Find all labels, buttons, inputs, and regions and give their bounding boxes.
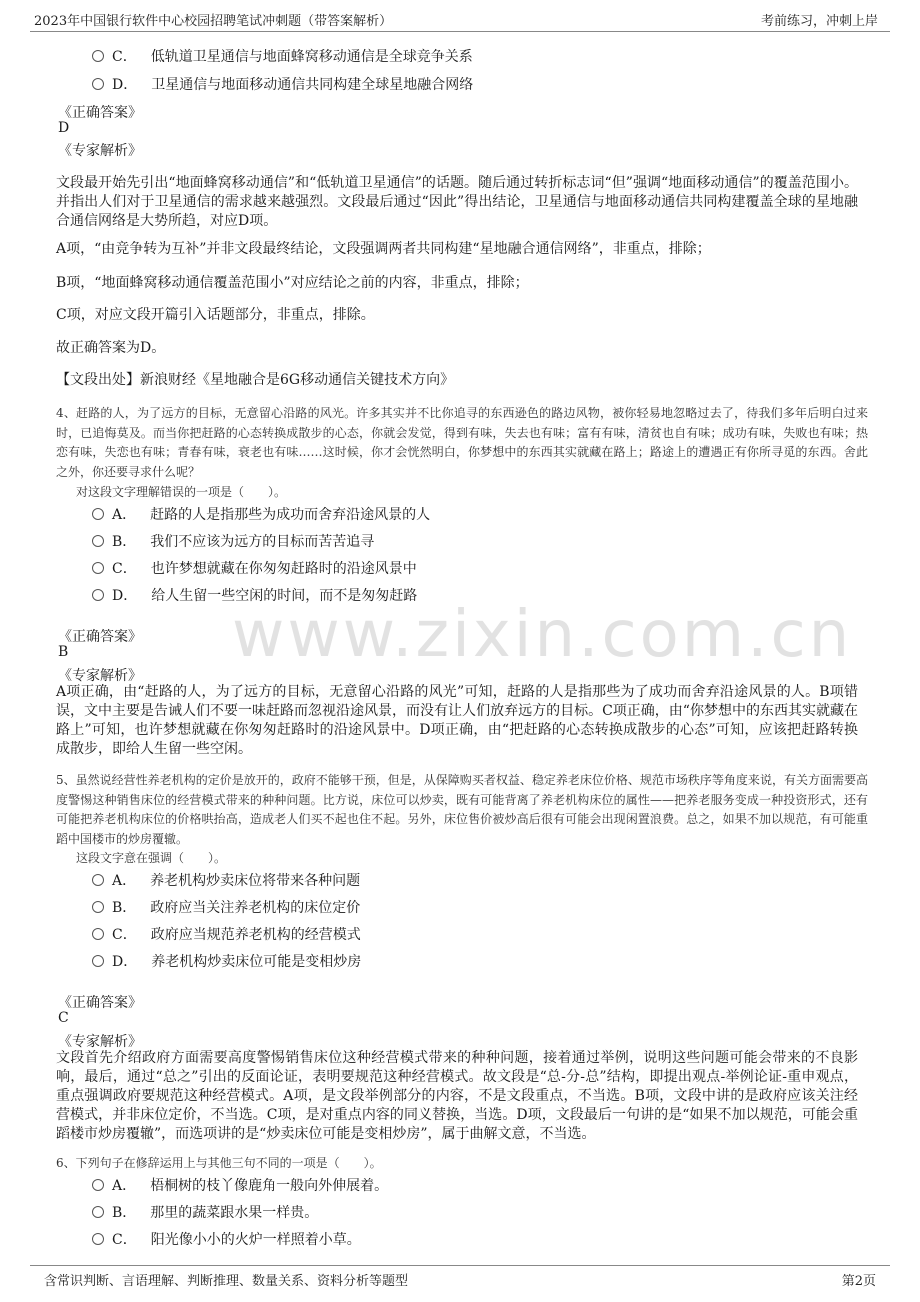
question-4-text: 4、赶路的人，为了远方的目标，无意留心沿路的风光。许多其实并不比你追寻的东西逊色的路边风物，被你轻易地忽略过去了，待我们多年后明白过来时，已追悔莫及。而当你把赶路的心态转换成散步的心态，你就会发觉，得到有味，失去也有味；富有有味，清贫也自有味；成功有味，失败也有味；热恋有味，失恋也有味；青春有味，衰老也有味……这时候，你才会恍然明白，你梦想中的东西其实就藏在路上；路途上的遭遇正有你所寻觅的东西。舍此之外，你还要寻求什么呢？ (56, 406, 868, 479)
question-4-analysis: A项正确，由“赶路的人，为了远方的目标，无意留心沿路的风光”可知，赶路的人是指那些为了成功而舍弃沿途风景的人。B项错误，文中主要是告诫人们不要一味赶路而忽视沿途风景，而没有让人们放弃远方的目标。C项正确，由“你梦想中的东西其实就藏在路上”可知，也许梦想就藏在你匆匆赶路时的沿途风景中。D项正确，由“把赶路的心态转换成散步的心态”可知，应该把赶路转换成散步，即给人生留一些空闲。 (56, 684, 858, 757)
analysis-paragraph: A项，“由竞争转为互补”并非文段最终结论，文段强调两者共同构建“星地融合通信网络”，非重点，排除； (56, 241, 711, 257)
answer-label: 《正确答案》 (58, 995, 142, 1011)
option-letter: C． (112, 561, 137, 577)
question-5-option-d[interactable] (92, 951, 361, 971)
option-text: 给人生留一些空闲的时间，而不是匆匆赶路 (151, 588, 418, 604)
option-letter: C． (112, 1232, 137, 1248)
radio-icon[interactable] (92, 928, 104, 940)
option-text: 养老机构炒卖床位可能是变相炒房 (151, 954, 362, 970)
option-text: 养老机构炒卖床位将带来各种问题 (150, 873, 361, 889)
analysis-label: 《专家解析》 (58, 1034, 142, 1050)
analysis-label: 《专家解析》 (58, 143, 142, 159)
question-6-option-a[interactable] (92, 1175, 388, 1195)
document-title: 2023年中国银行软件中心校园招聘笔试冲刺题（带答案解析） (34, 14, 393, 29)
radio-icon[interactable] (92, 901, 104, 913)
option-text: 我们不应该为远方的目标而苦苦追寻 (150, 534, 375, 550)
question-5-option-b[interactable] (92, 897, 360, 917)
question-6-option-b[interactable] (92, 1202, 318, 1222)
option-letter: A． (112, 507, 137, 523)
answer-value: D (58, 120, 70, 136)
option-letter: A． (112, 873, 137, 889)
option-letter: B． (112, 1205, 137, 1221)
radio-icon[interactable] (92, 1179, 104, 1191)
radio-icon[interactable] (92, 78, 104, 90)
question-5-stem: 这段文字意在强调（ ）。 (76, 851, 227, 865)
option-letter: D． (112, 588, 138, 604)
option-text: 那里的蔬菜跟水果一样贵。 (150, 1205, 319, 1221)
header-divider (30, 31, 890, 32)
analysis-paragraph: 故正确答案为D。 (56, 340, 166, 356)
footer-divider (30, 1265, 890, 1266)
question-5-text: 5、虽然说经营性养老机构的定价是放开的，政府不能够干预，但是，从保障购买者权益、稳定养老床位价格、规范市场秩序等角度来说，有关方面需要高度警惕这种销售床位的经营模式带来的种种问题。比方说，床位可以炒卖，既有可能背离了养老机构床位的属性——把养老服务变成一种投资形式，还有可能把养老机构床位的价格哄抬高，造成老人们买不起也住不起。另外，床位售价被炒高后很有可能会出现闲置浪费。总之，如果不加以规范，有可能重蹈中国楼市的炒房覆辙。 (56, 773, 868, 846)
question-4-option-b[interactable] (92, 531, 374, 551)
radio-icon[interactable] (92, 1206, 104, 1218)
analysis-label: 《专家解析》 (58, 668, 142, 684)
page-number: 第2页 (841, 1274, 876, 1289)
answer-value: C (58, 1010, 69, 1026)
option-c[interactable] (92, 46, 473, 66)
question-4-stem: 对这段文字理解错误的一项是（ ）。 (76, 485, 287, 499)
option-letter: B． (112, 534, 137, 550)
option-text: 政府应当规范养老机构的经营模式 (150, 927, 361, 943)
option-letter: A． (112, 1178, 137, 1194)
question-5-option-c[interactable] (92, 924, 361, 944)
radio-icon[interactable] (92, 874, 104, 886)
option-text: 阳光像小小的火炉一样照着小草。 (150, 1232, 361, 1248)
answer-label: 《正确答案》 (58, 105, 142, 121)
radio-icon[interactable] (92, 535, 104, 547)
option-text: 也许梦想就藏在你匆匆赶路时的沿途风景中 (150, 561, 417, 577)
option-text: 低轨道卫星通信与地面蜂窝移动通信是全球竞争关系 (150, 49, 473, 65)
option-text: 卫星通信与地面移动通信共同构建全球星地融合网络 (151, 77, 474, 93)
analysis-paragraph: C项，对应文段开篇引入话题部分，非重点，排除。 (56, 307, 375, 323)
option-letter: B． (112, 900, 137, 916)
analysis-paragraph: 文段最开始先引出“地面蜂窝移动通信”和“低轨道卫星通信”的话题。随后通过转折标志词“但”强调“地面移动通信”的覆盖范围小。并指出人们对于卫星通信的需求越来越强烈。文段最后通过“因此”得出结论，卫星通信与地面移动通信共同构建覆盖全球的星地融合通信网络是大势所趋，对应D项。 (56, 175, 858, 229)
radio-icon[interactable] (92, 562, 104, 574)
analysis-paragraph: B项，“地面蜂窝移动通信覆盖范围小”对应结论之前的内容，非重点，排除； (56, 275, 529, 291)
option-text: 梧桐树的枝丫像鹿角一般向外伸展着。 (150, 1178, 389, 1194)
option-letter: D． (112, 77, 138, 93)
footer-categories: 含常识判断、言语理解、判断推理、数量关系、资料分析等题型 (44, 1274, 409, 1289)
option-letter: C． (112, 927, 137, 943)
option-letter: C． (112, 49, 137, 65)
page-header (0, 0, 920, 32)
question-6-option-c[interactable] (92, 1229, 361, 1249)
option-d[interactable] (92, 74, 473, 94)
answer-label: 《正确答案》 (58, 629, 142, 645)
question-4-option-a[interactable] (92, 504, 430, 524)
question-4-option-c[interactable] (92, 558, 417, 578)
question-4-option-d[interactable] (92, 585, 417, 605)
question-5-option-a[interactable] (92, 870, 360, 890)
question-6-text: 6、下列句子在修辞运用上与其他三句不同的一项是（ ）。 (56, 1156, 382, 1170)
header-slogan: 考前练习，冲刺上岸 (760, 14, 878, 29)
option-text: 政府应当关注养老机构的床位定价 (150, 900, 361, 916)
radio-icon[interactable] (92, 1233, 104, 1245)
watermark: www.zixin.com.cn (232, 598, 853, 672)
answer-value: B (58, 644, 69, 660)
radio-icon[interactable] (92, 955, 104, 967)
radio-icon[interactable] (92, 50, 104, 62)
option-letter: D． (112, 954, 138, 970)
radio-icon[interactable] (92, 508, 104, 520)
option-text: 赶路的人是指那些为成功而舍弃沿途风景的人 (150, 507, 431, 523)
radio-icon[interactable] (92, 589, 104, 601)
source-note: 【文段出处】新浪财经《星地融合是6G移动通信关键技术方向》 (56, 372, 455, 388)
question-5-analysis: 文段首先介绍政府方面需要高度警惕销售床位这种经营模式带来的种种问题，接着通过举例，说明这些问题可能会带来的不良影响，最后，通过“总之”引出的反面论证，表明要规范这种经营模式。故文段是“总-分-总”结构，即提出观点-举例论证-重申观点，重点强调政府要规范这种经营模式。A项，是文段举例部分的内容，不是文段重点，不当选。B项，文段中讲的是政府应该关注经营模式，并非床位定价，不当选。C项，是对重点内容的同义替换，当选。D项，文段最后一句讲的是“如果不加以规范，可能会重蹈楼市炒房覆辙”，而选项讲的是“炒卖床位可能是变相炒房”，属于曲解文意，不当选。 (56, 1050, 858, 1142)
